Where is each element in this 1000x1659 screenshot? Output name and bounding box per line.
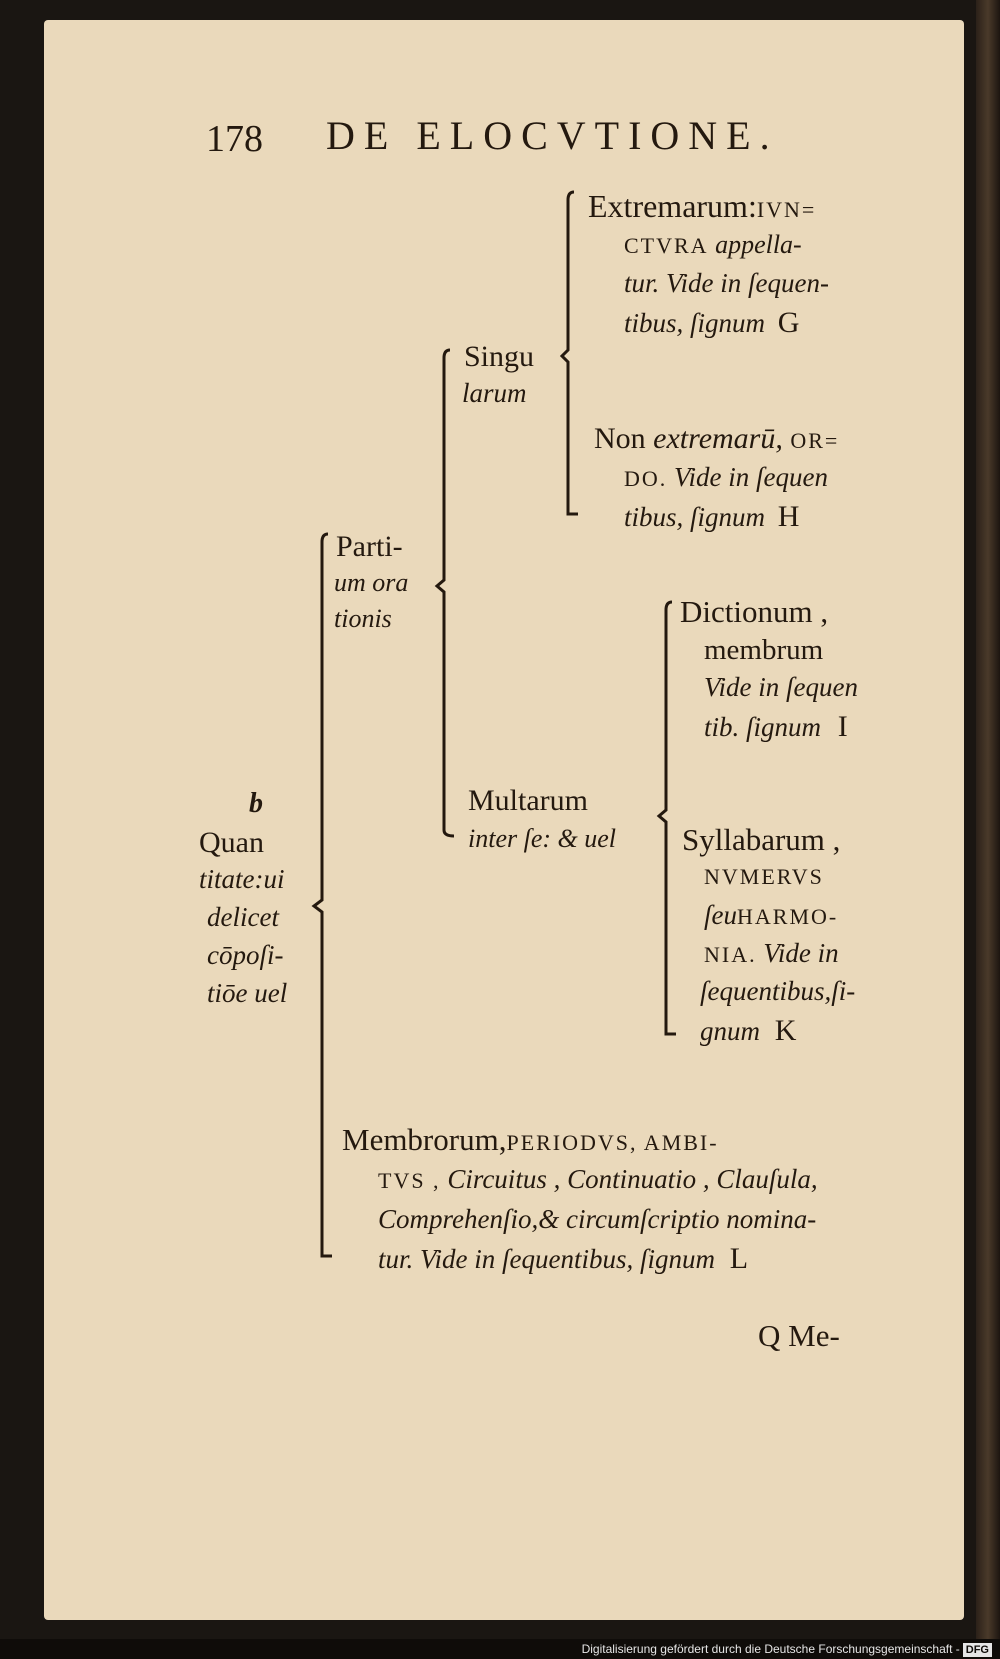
sign-k: K [774, 1014, 797, 1047]
membrorum-signum: tur. Vide in ſequentibus, ſignum [378, 1244, 715, 1274]
non-word: Non [594, 422, 646, 455]
dictionum-line-2: membrum [704, 634, 824, 666]
ordo-caps-1: OR= [790, 428, 840, 453]
appellatur-text: appella- [715, 230, 802, 259]
periodus-caps: PERIODVS, AMBI- [506, 1130, 719, 1155]
non-extremarum-signum: tibus, ſignum [624, 502, 766, 532]
bracket-outer [314, 534, 332, 1256]
dictionum-line-3: Vide in ſequen [704, 672, 858, 702]
quantitate-line-1: Quan [199, 826, 264, 859]
extremarum-signum: tibus, ſignum [624, 308, 766, 338]
book-edge [976, 0, 1000, 1640]
bracket-middle [437, 350, 454, 836]
extremarum-line-3: tur. Vide in ſequen- [624, 268, 829, 298]
syllabarum-line-5: ſequentibus,ſi- [700, 976, 856, 1006]
ordo-caps-2: DO. [624, 466, 668, 491]
bracket-top [562, 192, 578, 514]
multarum-line-1: Multarum [468, 784, 588, 817]
quantitate-line-3: delicet [207, 902, 279, 932]
running-title: DE ELOCVTIONE. [326, 113, 779, 158]
extremarum-abbrev: extremarū, [653, 422, 783, 455]
singularum-line-2: larum [462, 378, 527, 408]
iunctura-caps-2: CTVRA [624, 233, 709, 258]
singularum-line-1: Singu [464, 340, 535, 373]
syllabarum-gnum: gnum [700, 1016, 760, 1046]
harmonia-caps-2: NIA. [704, 942, 757, 967]
dfg-logo: DFG [963, 1643, 992, 1657]
footer-bar [0, 1639, 1000, 1659]
iunctura-caps-1: IVN= [756, 197, 817, 222]
quantitate-line-4: cōpoſi- [207, 940, 284, 970]
partium-line-1: Parti- [336, 530, 403, 563]
circuitus-text: Circuitus , Continuatio , Clauſula, [447, 1164, 818, 1194]
partium-line-3: tionis [334, 604, 392, 633]
marginal-mark: b [249, 788, 263, 819]
syllabarum-line-2: NVMERVS [704, 864, 824, 889]
seu-text: ſeu [704, 900, 737, 930]
quantitate-line-2: titate:ui [199, 864, 285, 894]
multarum-line-2: inter ſe: & uel [468, 824, 617, 853]
sign-h: H [777, 500, 800, 533]
harmonia-caps-1: HARMO- [737, 904, 839, 929]
book-page [44, 20, 964, 1620]
sign-l: L [729, 1242, 749, 1275]
membrorum-word: Membrorum, [342, 1122, 507, 1157]
syllabarum-line-1: Syllabarum , [682, 822, 841, 857]
vide-sequen: Vide in ſequen [674, 462, 828, 492]
catchword: Q Me- [758, 1318, 840, 1353]
partium-line-2: um ora [334, 568, 409, 597]
bracket-lines [44, 20, 964, 1620]
dictionum-line-1: Dictionum , [680, 594, 829, 629]
extremarum-word: Extremarum: [588, 188, 757, 224]
footer-text: Digitalisierung gefördert durch die Deutsche Forschungsgemeinschaft - [581, 1642, 960, 1656]
page-number: 178 [206, 118, 263, 160]
membrorum-line-3: Comprehenſio,& circumſcriptio nomina- [378, 1204, 817, 1234]
ambitus-caps: TVS , [378, 1168, 441, 1193]
sign-i: I [837, 710, 848, 743]
quantitate-line-5: tiōe uel [207, 978, 288, 1008]
bracket-right [659, 602, 676, 1034]
vide-in-text: Vide in [763, 938, 839, 968]
sign-g: G [777, 306, 800, 339]
dictionum-signum: tib. ſignum [704, 712, 822, 742]
